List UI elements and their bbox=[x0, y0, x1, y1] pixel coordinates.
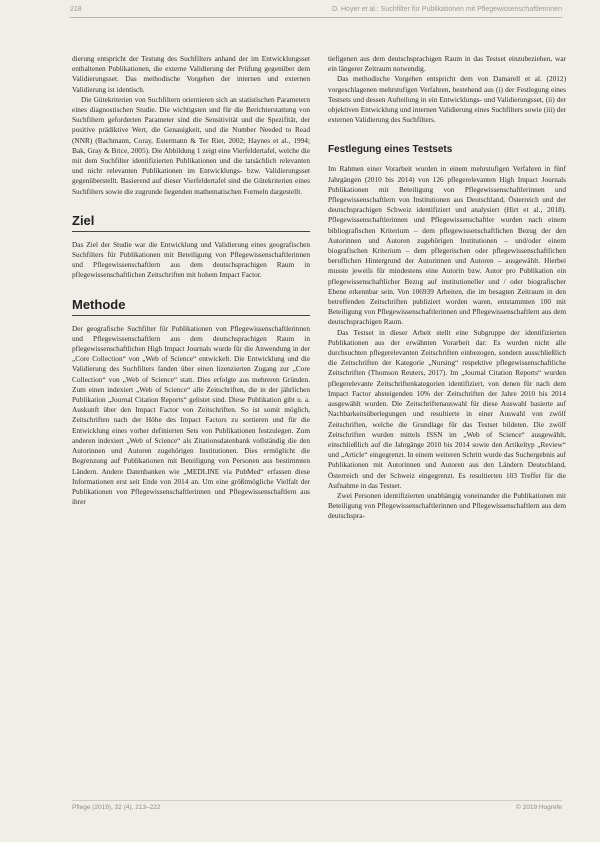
paragraph: tiefigenen aus dem deutschsprachigen Raum in das Testset einzubeziehen, war ein längerer Zeitraum notwendig. bbox=[328, 54, 566, 74]
section-heading-testset: Festlegung eines Testsets bbox=[328, 144, 453, 156]
paragraph: Im Rahmen einer Vorarbeit wurden in einem mehrstufigen Verfahren in fünf Jahrgängen (2010 bis 2014) von 126 pflegerelevanten High Impact Journals Publikationen mit Beteiligung von Pflegewissenschaftlerinnen und Pflegewissenschaftlern von Institutionen aus Deutschland, Österreich und der deutschsprachigen Schweiz identifiziert und analysiert (Hirt et al., 2018). Pflegewissenschaftlerinnen und Pflegewissenschaftler wurden nach einem bibliografischen Kriterium – dem pflegewissenschaftlichen Bezug der den Autorinnen und Autoren zugehörigen Institutionen – und/oder einem biografischen Kriterium – dem pflegerischen oder pflegewissenschaftlichen beruflichen Hintergrund der Autorinnen und Autoren – ausgewählt. Hierbei musste jeweils für mindestens eine Autorin bzw. Autor pro Publikation ein pflegewissenschaftlicher Bezug auf institutioneller und / oder biografischer Ebene erkennbar sein. Von 106939 Arbeiten, die im besagten Zeitraum in den betreffenden Zeitschriften publiziert worden waren, entstammten 100 mit Beteiligung von Pflegewissenschaftlerinnen und Pflegewissenschaftlern aus dem deutschsprachigen Raum. bbox=[328, 164, 566, 327]
section-heading-ziel: Ziel bbox=[72, 213, 310, 232]
paragraph: Das Testset in dieser Arbeit stellt eine Subgruppe der identifizierten Publikationen aus der erwähnten Vorarbeit dar: Es wurden nicht alle durchsuchten pflegerelevanten Zeitschriften einbezogen, sondern ausschließlich die Zeitschriften der Kategorie „Nursing“ respektive pflegewissenschaftliche Zeitschriften (Thomson Reuters, 2017). Im „Journal Citation Reports“ wurden pflegerelevante Zeitschriftenkategorien identifiziert, von denen für nach dem Impact Factor absteigenden 10% der Zeitschriften der Jahre 2010 bis 2014 ausgewählt wurden. Die Zeitschriftenauswahl für diese Auswahl basierte auf Nachbarkeitsüberlegungen und resultierte in einer Auswahl von zwölf Zeitschriften, welche die Grundlage für das Testset bildeten. Die zwölf Zeitschriften wurden mittels ISSN im „Web of Science“ ausgewählt, einschließlich auf die Jahrgänge 2010 bis 2014 sowie den Artikeltyp „Review“ und „Article“ eingegrenzt. In einem weiteren Schritt wurde das Suchergebnis auf Publikationen mit Autorinnen und Autoren aus den Ländern Deutschland, Österreich und der Schweiz eingegrenzt. Es resultierten 103 Treffer für die Aufnahme in das Testset. bbox=[328, 327, 566, 490]
left-column bbox=[72, 54, 310, 507]
right-column bbox=[328, 54, 566, 522]
header-rule bbox=[70, 17, 562, 18]
section-heading-methode: Methode bbox=[72, 297, 310, 316]
paragraph: Zwei Personen identifizierten unabhängig voneinander die Publikationen mit Beteiligung von Pflegewissenschaftlerinnen und Pflegewissenschaftlern aus dem deutschspra- bbox=[328, 490, 566, 521]
paragraph: Das methodische Vorgehen entspricht dem von Damarell et al. (2012) vorgeschlagenen mehrstufigen Verfahren, bestehend aus (i) der Festlegung eines Testsets und dessen Aufteilung in ein Entwicklungs- und Validierungsset, (ii) der objektiven Entwicklung und internen Validierung eines Suchfilters sowie (iii) der externen Validierung des Suchfilters. bbox=[328, 74, 566, 125]
paragraph: Das Ziel der Studie war die Entwicklung und Validierung eines geografischen Suchfilters für Publikationen mit Beteiligung von Pflegewissenschaftlerinnen und Pflegewissenschaftlern aus dem deutschsprachigen Raum in pflegewissenschaftlichen Zeitschriften mit hohem Impact Factor. bbox=[72, 239, 310, 280]
page-number: 218 bbox=[70, 6, 82, 13]
running-title: D. Hoyer et al.: Suchfilter für Publikationen mit Pflegewissenschaftlerinnen bbox=[332, 6, 562, 13]
footer-copyright: © 2019 Hogrefe bbox=[516, 804, 562, 811]
running-head bbox=[70, 6, 562, 13]
paragraph: Die Gütekriterien von Suchfiltern orientieren sich an statistischen Parametern eines diagnostischen Studie. Die wichtigsten und für die Berichterstattung von Suchfiltern geforderten Parameter sind die Sensitivität und die Spezifität, der positive prädiktive Wert, die Genauigkeit, und die Number Needed to Read (NNR) (Bachmann, Coray, Estermann & Ter Riet, 2002; Haynes et al., 1994; Bak, Gray & Brice, 2005). Die Abbildung 1 zeigt eine Vierfeldertafel, welche die mit dem Suchfilter identifizierten Publikationen und die tatsächlich relevanten und nicht relevanten Publikationen im Entwicklungs- bzw. Validierungsset gegenüberstellt. Basierend auf dieser Vierfeldertafel sind die Gütekriterien eines Suchfilters sowie die zugrunde liegenden mathematischen Formeln dargestellt. bbox=[72, 94, 310, 196]
footer-citation: Pflege (2019), 32 (4), 213–222 bbox=[72, 804, 161, 811]
paragraph: Der geografische Suchfilter für Publikationen von Pflegewissenschaftlerinnen und Pflegewissenschaftlern aus dem deutschsprachigen Raum in pflegewissenschaftlichen High Impact Journals wurde für die Anwendung in der „Core Collection“ von „Web of Science“ entwickelt. Die Entwicklung und die Validierung des Suchfilters fanden über einen lizenzierten Zugang zur „Core Collection“ von „Web of Science“ statt. Dies erfolgte aus mehreren Gründen. Zum einen indexiert „Web of Science“ alle Zeitschriften, die in der jährlichen Publikation „Journal Citation Reports“ gelistet sind. Diese Publikation gibt u. a. Auskunft über den Impact Factor von Zeitschriften. So ist somit möglich, Zeitschriften nach der Höhe des Impact Factors zu sortieren und für die Entwicklung eines vorher definierten Sets von Publikationen festzulegen. Zum anderen indexiert „Web of Science“ als Zitationsdatenbank vollständig die den Autorinnen und Autoren zugehörigen Institutionen. Dies ermöglicht die Begrenzung auf Publikationen mit Beteiligung von Personen aus bestimmten Ländern. Andere Datenbanken wie „MEDLINE via PubMed“ erfassen diese Informationen erst seit Ende von 2014 an. Um eine größtmögliche Vielfalt der Publikationen von Pflegewissenschaftlerinnen und Pflegewissenschaftlern aus ihrer bbox=[72, 323, 310, 507]
footer bbox=[72, 804, 562, 811]
paragraph: dierung entspricht der Testung des Suchfilters anhand der im Entwicklungsset enthaltenen Publikationen, die externe Validierung der Prüfung gegenüber dem Validierungsset. Das methodische Vorgehen der internen und externen Validierung ist identisch. bbox=[72, 54, 310, 94]
footer-rule bbox=[72, 800, 562, 801]
